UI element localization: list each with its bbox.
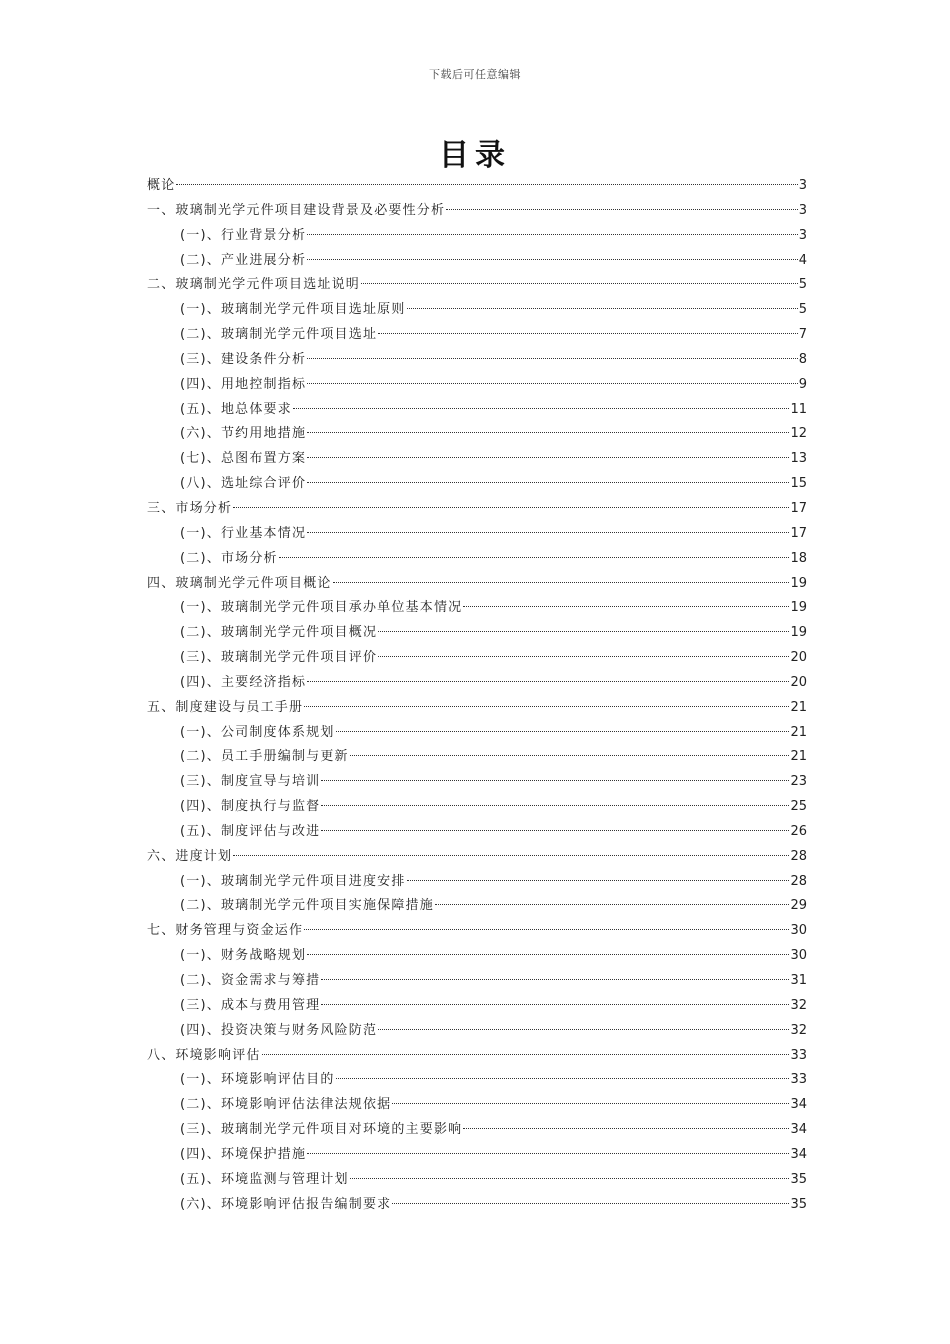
toc-dot-leader — [392, 1103, 789, 1104]
toc-dot-leader — [307, 532, 789, 533]
toc-dot-leader — [262, 1054, 790, 1055]
toc-dot-leader — [336, 731, 790, 732]
toc-entry[interactable] — [147, 1168, 807, 1193]
toc-entry-page-number: 32 — [790, 1022, 807, 1038]
toc-entry-label: (一)、行业背景分析 — [180, 227, 307, 243]
toc-entry-label: (一)、玻璃制光学元件项目选址原则 — [180, 302, 406, 318]
toc-entry[interactable] — [147, 770, 807, 795]
toc-entry-page-number: 21 — [790, 699, 807, 715]
toc-entry-page-number: 3 — [798, 178, 807, 193]
toc-dot-leader — [279, 557, 790, 558]
toc-entry-label: (四)、制度执行与监督 — [180, 799, 321, 815]
toc-dot-leader — [304, 929, 789, 930]
toc-entry[interactable] — [147, 522, 807, 547]
toc-entry-label: (三)、建设条件分析 — [180, 351, 307, 367]
toc-entry[interactable] — [147, 273, 807, 298]
toc-entry[interactable] — [147, 373, 807, 398]
toc-entry-label: (二)、玻璃制光学元件项目实施保障措施 — [180, 898, 434, 914]
toc-dot-leader — [407, 880, 790, 881]
toc-entry-label: (三)、成本与费用管理 — [180, 997, 321, 1013]
toc-entry-page-number: 20 — [790, 674, 807, 690]
toc-dot-leader — [336, 1078, 790, 1079]
toc-dot-leader — [321, 1004, 789, 1005]
toc-entry[interactable] — [147, 249, 807, 274]
toc-entry-page-number: 21 — [790, 724, 807, 740]
toc-entry-label: (五)、环境监测与管理计划 — [180, 1171, 349, 1187]
toc-dot-leader — [307, 383, 798, 384]
toc-entry-label: (二)、资金需求与筹措 — [180, 973, 321, 988]
toc-dot-leader — [378, 333, 798, 334]
toc-entry[interactable] — [147, 398, 807, 423]
toc-entry[interactable] — [147, 472, 807, 497]
toc-entry[interactable] — [147, 572, 807, 597]
toc-entry-page-number: 13 — [790, 451, 807, 467]
toc-dot-leader — [350, 755, 790, 756]
toc-entry-label: 概论 — [147, 178, 176, 193]
toc-entry[interactable] — [147, 422, 807, 447]
toc-entry[interactable] — [147, 547, 807, 572]
toc-dot-leader — [350, 1178, 790, 1179]
toc-entry-label: (五)、地总体要求 — [180, 401, 292, 417]
toc-entry-label: 二、玻璃制光学元件项目选址说明 — [147, 277, 361, 293]
toc-dot-leader — [307, 681, 789, 682]
toc-entry-page-number: 11 — [790, 401, 807, 417]
toc-entry-page-number: 34 — [790, 1146, 807, 1162]
toc-entry-label: (八)、选址综合评价 — [180, 476, 307, 492]
toc-entry[interactable] — [147, 820, 807, 845]
toc-dot-leader — [307, 954, 789, 955]
toc-entry-label: 八、环境影响评估 — [147, 1047, 261, 1063]
toc-entry[interactable] — [147, 497, 807, 522]
toc-entry-label: (四)、用地控制指标 — [180, 376, 307, 392]
toc-dot-leader — [307, 358, 798, 359]
toc-entry[interactable] — [147, 870, 807, 895]
toc-entry[interactable] — [147, 969, 807, 994]
toc-entry-page-number: 3 — [798, 227, 807, 243]
toc-entry-page-number: 17 — [790, 500, 807, 516]
toc-entry-page-number: 3 — [798, 202, 807, 218]
toc-entry-label: 一、玻璃制光学元件项目建设背景及必要性分析 — [147, 202, 446, 218]
toc-entry[interactable] — [147, 323, 807, 348]
toc-dot-leader — [176, 184, 797, 185]
toc-entry-page-number: 18 — [790, 550, 807, 566]
toc-entry-page-number: 19 — [790, 625, 807, 641]
toc-entry[interactable] — [147, 1093, 807, 1118]
toc-entry-page-number: 26 — [790, 823, 807, 839]
toc-entry-label: (六)、节约用地措施 — [180, 426, 307, 442]
toc-entry-page-number: 33 — [790, 1072, 807, 1088]
toc-entry-page-number: 12 — [790, 426, 807, 442]
toc-entry-page-number: 34 — [790, 1122, 807, 1138]
toc-entry[interactable] — [147, 596, 807, 621]
toc-entry-page-number: 5 — [798, 302, 807, 318]
toc-entry[interactable] — [147, 696, 807, 721]
toc-entry-page-number: 17 — [790, 525, 807, 541]
toc-entry-page-number: 19 — [790, 600, 807, 616]
toc-dot-leader — [378, 1029, 789, 1030]
toc-entry-label: (四)、投资决策与财务风险防范 — [180, 1022, 378, 1038]
toc-entry[interactable] — [147, 894, 807, 919]
toc-entry-label: (一)、公司制度体系规划 — [180, 724, 335, 740]
toc-dot-leader — [233, 855, 789, 856]
toc-entry-page-number: 35 — [790, 1196, 807, 1212]
toc-dot-leader — [307, 234, 798, 235]
toc-entry-label: (二)、环境影响评估法律法规依据 — [180, 1097, 392, 1113]
toc-entry-page-number: 9 — [798, 376, 807, 392]
toc-entry-page-number: 33 — [790, 1047, 807, 1063]
toc-entry-page-number: 4 — [798, 252, 807, 268]
toc-dot-leader — [333, 582, 790, 583]
toc-dot-leader — [304, 706, 789, 707]
toc-entry-page-number: 19 — [790, 575, 807, 591]
toc-title: 目录 — [439, 138, 511, 173]
toc-entry-page-number: 15 — [790, 476, 807, 492]
toc-entry-page-number: 7 — [798, 327, 807, 343]
toc-entry-label: (一)、财务战略规划 — [180, 948, 307, 964]
toc-entry[interactable] — [147, 1193, 807, 1218]
toc-entry-page-number: 30 — [790, 948, 807, 964]
toc-dot-leader — [378, 631, 789, 632]
toc-entry-page-number: 34 — [790, 1097, 807, 1113]
toc-entry-label: (五)、制度评估与改进 — [180, 823, 321, 839]
toc-entry-page-number: 35 — [790, 1171, 807, 1187]
toc-dot-leader — [392, 1203, 789, 1204]
toc-entry-label: 七、财务管理与资金运作 — [147, 923, 304, 939]
toc-entry-label: 六、进度计划 — [147, 848, 233, 864]
toc-entry-label: 四、玻璃制光学元件项目概论 — [147, 575, 332, 591]
toc-entry[interactable] — [147, 621, 807, 646]
toc-entry[interactable] — [147, 944, 807, 969]
toc-entry-label: (二)、玻璃制光学元件项目概况 — [180, 625, 378, 641]
toc-dot-leader — [463, 606, 789, 607]
toc-dot-leader — [307, 1153, 789, 1154]
toc-entry-label: (四)、环境保护措施 — [180, 1146, 307, 1162]
toc-entry[interactable] — [147, 298, 807, 323]
table-of-contents — [147, 174, 807, 1217]
toc-entry[interactable] — [147, 1143, 807, 1168]
toc-entry-label: (一)、环境影响评估目的 — [180, 1072, 335, 1088]
toc-entry-label: (三)、玻璃制光学元件项目对环境的主要影响 — [180, 1122, 463, 1138]
toc-entry-label: (二)、员工手册编制与更新 — [180, 749, 349, 765]
header-note: 下载后可任意编辑 — [429, 68, 521, 81]
toc-entry-page-number: 28 — [790, 873, 807, 889]
toc-dot-leader — [307, 432, 789, 433]
toc-dot-leader — [321, 979, 789, 980]
toc-entry-page-number: 20 — [790, 650, 807, 666]
toc-entry-page-number: 5 — [798, 277, 807, 293]
toc-entry-page-number: 29 — [790, 898, 807, 914]
toc-entry-label: (一)、行业基本情况 — [180, 525, 307, 541]
toc-entry[interactable] — [147, 174, 807, 199]
toc-entry[interactable] — [147, 1118, 807, 1143]
toc-entry-label: (七)、总图布置方案 — [180, 451, 307, 467]
toc-entry[interactable] — [147, 845, 807, 870]
toc-dot-leader — [463, 1128, 789, 1129]
toc-dot-leader — [407, 308, 798, 309]
toc-entry-label: 五、制度建设与员工手册 — [147, 699, 304, 715]
toc-entry-page-number: 28 — [790, 848, 807, 864]
toc-dot-leader — [435, 904, 790, 905]
toc-entry[interactable] — [147, 994, 807, 1019]
toc-entry[interactable] — [147, 447, 807, 472]
toc-entry[interactable] — [147, 199, 807, 224]
toc-dot-leader — [378, 656, 789, 657]
toc-dot-leader — [361, 283, 798, 284]
toc-dot-leader — [293, 408, 790, 409]
toc-entry-page-number: 31 — [790, 973, 807, 988]
toc-dot-leader — [307, 457, 789, 458]
toc-dot-leader — [307, 482, 789, 483]
toc-dot-leader — [321, 830, 789, 831]
toc-entry-page-number: 25 — [790, 799, 807, 815]
toc-entry[interactable] — [147, 348, 807, 373]
toc-entry-label: (六)、环境影响评估报告编制要求 — [180, 1196, 392, 1212]
toc-entry-label: 三、市场分析 — [147, 500, 233, 516]
toc-dot-leader — [233, 507, 789, 508]
toc-entry[interactable] — [147, 1044, 807, 1069]
toc-entry[interactable] — [147, 646, 807, 671]
toc-entry-label: (三)、玻璃制光学元件项目评价 — [180, 650, 378, 666]
toc-entry[interactable] — [147, 1019, 807, 1044]
toc-dot-leader — [307, 259, 798, 260]
toc-entry-label: (二)、市场分析 — [180, 550, 278, 566]
toc-entry-label: (一)、玻璃制光学元件项目承办单位基本情况 — [180, 600, 463, 616]
toc-entry[interactable] — [147, 919, 807, 944]
toc-entry-label: (一)、玻璃制光学元件项目进度安排 — [180, 873, 406, 889]
toc-entry-page-number: 30 — [790, 923, 807, 939]
toc-entry-label: (二)、产业进展分析 — [180, 252, 307, 268]
toc-dot-leader — [321, 805, 789, 806]
toc-entry[interactable] — [147, 745, 807, 770]
toc-entry-page-number: 32 — [790, 997, 807, 1013]
toc-dot-leader — [321, 780, 789, 781]
toc-entry-label: (三)、制度宣导与培训 — [180, 774, 321, 790]
toc-entry[interactable] — [147, 671, 807, 696]
toc-entry[interactable] — [147, 224, 807, 249]
toc-entry-page-number: 21 — [790, 749, 807, 765]
toc-entry[interactable] — [147, 721, 807, 746]
toc-entry-page-number: 23 — [790, 774, 807, 790]
toc-entry-label: (四)、主要经济指标 — [180, 674, 307, 690]
toc-dot-leader — [446, 209, 798, 210]
toc-entry-page-number: 8 — [798, 351, 807, 367]
toc-entry-label: (二)、玻璃制光学元件项目选址 — [180, 327, 378, 343]
toc-entry[interactable] — [147, 1068, 807, 1093]
toc-entry[interactable] — [147, 795, 807, 820]
